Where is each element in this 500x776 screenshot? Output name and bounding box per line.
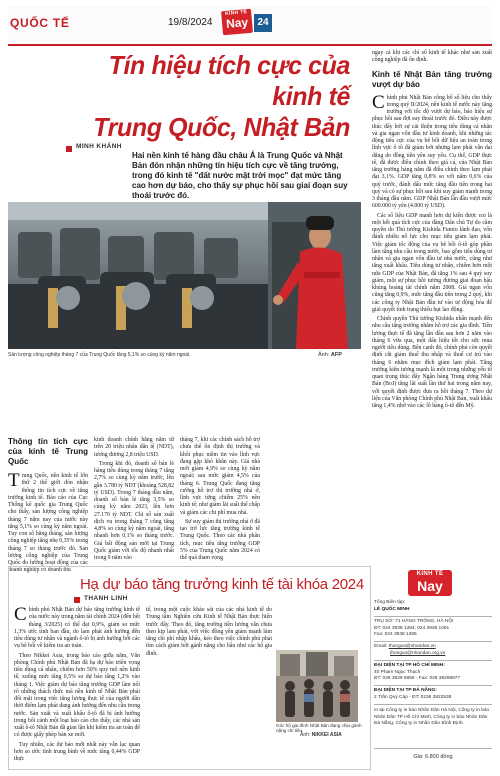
email-label: Email: (374, 644, 388, 649)
divider (374, 641, 492, 642)
paragraph: kinh doanh chính hằng năm từ trên 20 triệu nhân dân tệ (NDT), tương đương 2,8 triệu USD. (94, 437, 174, 458)
office-address: TRỤ SỞ: 71 HÀNG TRỐNG, HÀ NỘI (374, 619, 454, 624)
office-phone: ĐT: 024 3938 1384; 024 3938 1091 (374, 625, 450, 631)
factory-photo-illustration (8, 202, 361, 349)
credit-source: NIKKEI ASIA (311, 732, 342, 738)
paragraph: Chính quyền Thủ tướng Kishida nhấn mạnh đến nhu cầu tăng trưởng nhằm hỗ trợ các gia đình. Tiền lương thực tế đã tăng lần đầu sau hơn 2 năm vào tháng 6 vừa qua, một dấu hiệu tốt cho sức mua người tiêu dùng. Bên cạnh đó, chính phủ còn quyết định cắt giảm thuế thu nhập và thuế cư trú vào tháng 6 nhằm mục đích giảm lạm phát. Tăng trưởng kiên tương mạnh là một trong những yếu tố quan trọng thúc đẩy Ngân hàng Trung ương Nhật Bản (BoJ) tăng lãi suất lần thứ hai trong năm nay, với quyết định được đưa ra hồi tháng 7. Theo dự liệu của Văn phòng Chính phủ Nhật Bản, xuất khẩu tăng 1,4% nhờ vào các lô hàng ô-tô đến Mỹ. (372, 316, 492, 409)
paragraph: Trong khi đó, doanh số bán lẻ hàng tiêu dùng trong tháng 7 tăng 2,7% so cùng kỳ năm trước, lên gần 3.780 tỷ NDT (khoảng 528,82 tỷ USD). Trong 7 tháng đầu năm, doanh số bán lẻ tăng 3,5% so cùng kỳ năm 2023, lên hơn 27.170 tỷ NDT. Chi số sản xuất dịch vụ trong tháng 7 cũng tăng 4,8% so cùng kỳ năm ngoái, tăng nhanh hơn 0,1% so tháng trước. Giá bất động sản mới tại Trung Quốc giảm với tốc độ nhanh nhất trong 9 năm vào (94, 460, 174, 561)
story2-photo-caption: Góc hộ gia đình Nhật Bản đang chịu gánh nặng chi tiêu. (276, 723, 362, 733)
masthead-office (374, 619, 492, 639)
email-link-1[interactable]: thongxa@nhandan.vn (388, 644, 436, 649)
editor-name: LÊ QUỐC MINH (374, 606, 410, 612)
masthead-editor (374, 600, 492, 613)
hcm-label: ĐẠI DIỆN TẠI TP HỒ CHÍ MINH: (374, 663, 445, 668)
masthead-price: Giá: 6.800 đồng (413, 754, 453, 760)
story2-column-2 (146, 607, 272, 767)
masthead-logo (408, 570, 452, 596)
masthead-danang (374, 688, 492, 701)
story2-column-1 (14, 604, 140, 767)
paragraph: tế, trong một cuộc khảo sát của các nhà kinh tế do Trung tâm Nghiên cứu Kinh tế Nhật Bản thực hiện trước đây. Theo đó, tăng trưởng tiền lương vẫn chưa theo kịp lạm phát, với việc đồng yên giảm mạnh làm tăng chi phí nhập khẩu, kéo theo việc chính phủ phải tìm cách giảm bớt gánh nặng cho hầu như các hộ gia đình. (146, 607, 272, 657)
paragraph: Sự suy giảm thị trường nhà ở đã tạo trở lực tăng trưởng kinh tế Trung Quốc. Theo các nhà phân tích, mục tiêu tăng trưởng GDP 5% của Trung Quốc năm 2024 có thể quá tham vọng (180, 518, 260, 561)
paragraph: Các số liệu GDP mạnh hơn dự kiến được coi là một kết quả tích cực của đảng Dân chủ Tự do cầm quyền do Thủ tướng Kishida Fumio lãnh đạo, vốn đánh nhiều nỗ lực cho mục tiêu giảm lạm phát. Việc giảm tốc động của vụ bê bối ô-tô góp phần làm tăng nhu cầu trong nước, bao gồm tiêu dùng tư nhân và gia ngạn vốn đầu tư nhà nước, cũng như tăng xuất khẩu. Tiêu dùng tư nhân, chiếm hơn một nửa GDP của Nhật Bản, đã tăng 1% sau 4 quý suy giảm, một sự phục hồi tương đương giai đoạn hậu khủng hoảng tài chính năm 2008. Giá ngạn vốn cũng tăng 0,9%, mức tăng đầu tiên trong 2 quý, khi các công ty Nhật Bản đầu tư vào tự động hóa để giải quyết tình trạng thiếu hụt lao động. (372, 212, 492, 313)
divider (374, 748, 492, 749)
hcm-address: 40 Phạm Ngọc Thạch (374, 669, 421, 675)
byline-marker (66, 146, 72, 152)
paragraph: ngay cả khi các chỉ số kinh tế khác như sản xuất công nghiệp đã ổn định. (372, 50, 492, 64)
japan-street-photo (276, 650, 358, 722)
divider (374, 704, 492, 705)
email-link-2[interactable]: thongxa@nhandan.org.vn (390, 650, 446, 656)
masthead-print-note: In tại Công ty in báo Nhân Dân Hà Nội, Công ty in báo Nhân Dân TP Hồ Chí Minh, Công ty in báo Nhân Dân Đà Nẵng, Công ty in Nhân Dân Bình Định. (374, 708, 490, 727)
dropcap: C (14, 604, 27, 625)
paragraph: tháng 7, khi các chính sách hỗ trợ chưa thể ổn định thị trường và khôi phục niềm tin vào lĩnh vực đang gặp khó khăn này. Giá nhà mới giảm 4,9% so cùng kỳ năm ngoái; sau mức giảm 4,5% của tháng 6. Trung Quốc đang tăng cường hỗ trợ thị trường nhà ở, lĩnh vực từng chiếm 25% nền kinh tế; như giảm lãi suất thế chấp và giảm các chi phí mua nhà. (180, 437, 260, 516)
paragraph: Chính phủ Nhật Bản dự báo tăng trưởng kinh tế của nước này trong năm tài chính 2024 (đến hết tháng 3/2025) có thể đạt 0,9%, giảm so mức 1,3% ước tính ban đầu, do lạm phát ảnh hưởng đến tiêu dùng tư nhân và ngành ô-tô bị ảnh hưởng bởi các vụ bê bối về kiểm tra an toàn. (14, 604, 140, 650)
dropcap: T (8, 470, 20, 491)
masthead-logo-big: Nay (417, 578, 443, 594)
section-name: QUỐC TẾ (10, 16, 70, 30)
photo-credit (318, 352, 342, 358)
article-column-4 (372, 50, 492, 556)
article-byline: MINH KHÁNH (76, 143, 122, 150)
second-story-title: Hạ dự báo tăng trưởng kinh tế tài khóa 2024 (80, 576, 364, 593)
logo-small-text: KINH TẾ (224, 9, 248, 17)
story2-photo-credit (300, 732, 342, 738)
article-headline (52, 50, 350, 143)
second-story-byline: THANH LINH (84, 595, 128, 602)
masthead-logo-small: KINH TẾ (416, 571, 444, 577)
paragraph: Trung Quốc, nền kinh tế lớn thứ 2 thế giới đón nhận thông tin tích cực về tăng trưởng kinh tế. Báo cáo của Cục Thống kê quốc gia Trung Quốc cho thấy, sản lượng công nghiệp tháng 7 năm nay của nước này tăng 5,1% so cùng kỳ năm ngoái. Tuy con số hằng tháng, sản lượng công nghiệp tăng nhẹ 0,35% trong tháng 7 so tháng trước đó. Sản lượng công nghiệp của Trung Quốc đo lường hoạt động của các doanh nghiệp có doanh thu (8, 470, 88, 574)
divider (374, 685, 492, 686)
office-fax: Fax: 024 3938 1385 (374, 632, 417, 638)
street-photo-illustration (276, 650, 358, 722)
masthead-email (374, 644, 492, 657)
paragraph: Chính phủ Nhật Bản công bố số liệu cho thấy trong quý II/2024, nền kinh tế nước này tăng trưởng với tốc độ vượt dự báo, báo hiệu sự phục hồi sau đợt suy thoái trước đó. Điều này được thúc đẩy bởi sự cải thiện trong tiêu dùng cá nhân và gia ngạn vốn đầu tư kinh doanh, khi những tác động tiêu cực của vụ bê bối dữ liệu an toàn trong lĩnh vực ô tô đã giảm bớt nhưng lạm phát vẫn dai dẳng do đồng tiền yên suy yếu. Cụ thể, GDP thực tế, đã được điều chỉnh theo giá cả, của Nhật Bản tăng trưởng hàng năm đã điều chỉnh theo lạm phát đạt 3,1%. GDP tăng 0,8% so với năm 0,6% của quý trước, đánh dấu mức tăng đầu tiên trong hai quý và có sự phục hồi sau khi suy giảm mạnh trong 3 tháng đầu năm. GDP Nhật Bản lần đầu vượt mức 600.000 tỷ yên (4.000 tỷ USD). (372, 91, 492, 210)
divider (374, 660, 492, 661)
paragraph: Tuy nhiên, các dự báo mới nhất này vẫn lạc quan hơn so ước tính trung bình về mức tăng 0,44% GDP thực (14, 741, 140, 762)
byline-marker (74, 597, 80, 603)
credit-prefix: Ảnh: (300, 732, 311, 738)
divider (374, 616, 492, 617)
article-column-3 (180, 437, 260, 561)
subhead-china: Thông tin tích cực của kinh tế Trung Quốc (8, 437, 88, 466)
issue-date: 19/8/2024 (168, 17, 213, 28)
article-column-2 (94, 437, 174, 561)
masthead-hcm (374, 663, 492, 683)
article-lead: Hai nền kinh tế hàng đầu châu Á là Trung Quốc và Nhật Bản đón nhận những tín hiệu tích cực về tăng trưởng, trong đó kinh tế "đất nước mặt trời mọc" đạt mức tăng cao hơn dự báo, cho thấy sự phục hồi sau giai đoạn suy thoái trước đó. (132, 151, 348, 200)
paragraph: Theo Nikkei Asia, trong báo cáo giữa năm, Văn phòng Chính phủ Nhật Bản đã hạ dự báo triển vọng tiêu dùng cá nhân, chiếm hơn 50% quy mô nền kinh tế, xuống mức tăng 0,5% so dự báo tăng 1,2% vào tháng 1. Việc giảm dự báo tăng trưởng GDP làm nổi rõ những thách thức mà nền kinh tế Nhật Bản phải đối mặt trong việc tăng lương thực tế của người dân thời điểm lạm phát đang ảnh hưởng đến nhu cầu trong nước. Sản xuất và xuất khẩu ô-tô đã bị ảnh hưởng trong bối cảnh một loạt báo cáo cho thấy, các nhà sản xuất ô-tô Nhật Bản đã gian lận khi kiểm tra an toàn để có được giấy phép bán xe mới. (14, 652, 140, 739)
logo-big-text: Nay (225, 15, 249, 31)
editor-label: Tổng Biên tập: (374, 600, 406, 605)
factory-photo (8, 202, 361, 349)
headline-line-1: Tín hiệu tích cực của kinh tế (108, 50, 350, 111)
credit-source: AFP (330, 352, 342, 358)
article-column-1 (8, 437, 88, 574)
headline-line-2: Trung Quốc, Nhật Bản (93, 112, 350, 142)
subhead-japan: Kinh tế Nhật Bản tăng trưởng vượt dự báo (372, 69, 492, 89)
danang-label: ĐẠI DIỆN TẠI TP ĐÀ NẴNG: (374, 688, 437, 693)
newspaper-logo (221, 9, 253, 36)
danang-address: 2 Trần Quý Cáp - ĐT: 0236 3822538 (374, 694, 452, 700)
hcm-phone: ĐT: 028 3829 6856 - Fax: 028 38296877 (374, 676, 461, 682)
page-number: 24 (254, 14, 272, 32)
dropcap: C (372, 91, 385, 113)
credit-prefix: Ảnh: (318, 352, 330, 358)
photo-caption: Sản lượng công nghiệp tháng 7 của Trung Quốc tăng 5,1% so cùng kỳ năm ngoái. (8, 352, 191, 358)
